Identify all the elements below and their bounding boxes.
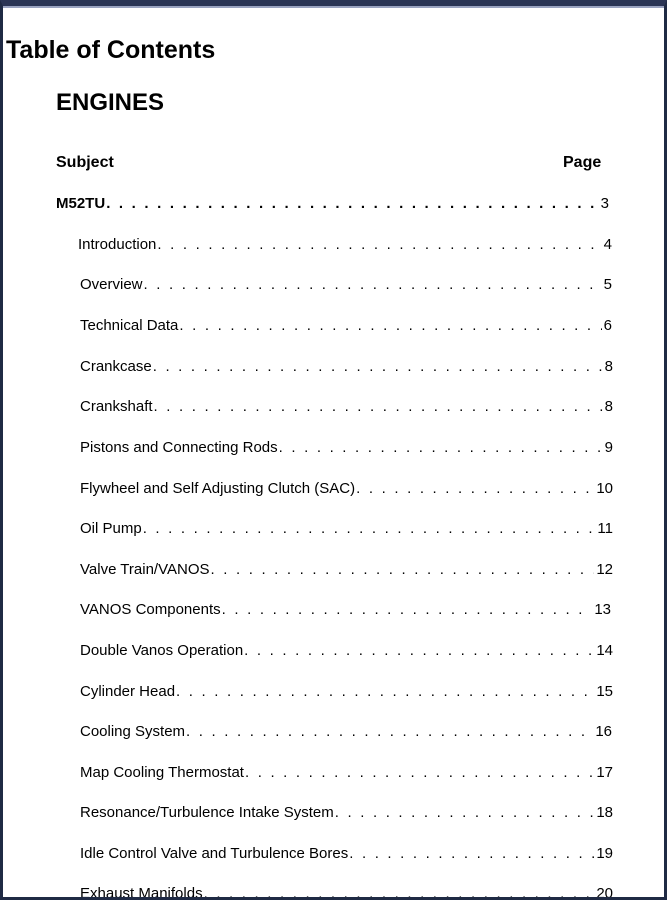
toc-entry-page: 9 (604, 439, 613, 456)
toc-entry-page: 5 (603, 276, 612, 293)
page-column-header: Page (563, 154, 602, 171)
toc-entry[interactable] (80, 358, 613, 380)
toc-entry-label: Crankcase (80, 358, 152, 375)
page-title: Table of Contents (6, 36, 216, 64)
toc-entry[interactable] (80, 601, 611, 623)
dot-leader (334, 804, 595, 821)
toc-entry-label: Cooling System (80, 723, 186, 740)
toc-entry-page: 8 (604, 358, 613, 375)
dot-leader (210, 561, 595, 578)
toc-entry-page: 14 (596, 642, 613, 659)
dot-leader (156, 236, 601, 253)
dot-leader (348, 845, 594, 862)
dot-leader (244, 764, 594, 781)
toc-entry[interactable] (80, 520, 613, 542)
toc-entry-page: 20 (596, 885, 613, 900)
subject-column-header: Subject (56, 154, 114, 171)
toc-entry-label: Exhaust Manifolds (80, 885, 203, 900)
toc-entry-label: Resonance/Turbulence Intake System (80, 804, 334, 821)
toc-entry[interactable] (80, 845, 613, 867)
dot-leader (221, 601, 593, 618)
dot-leader (153, 398, 603, 415)
toc-entry-label: Pistons and Connecting Rods (80, 439, 278, 456)
toc-entry-label: Map Cooling Thermostat (80, 764, 244, 781)
toc-entry-label: Idle Control Valve and Turbulence Bores (80, 845, 349, 862)
toc-entry-page: 10 (596, 480, 613, 497)
toc-entry[interactable] (80, 764, 613, 786)
toc-entry-label: Flywheel and Self Adjusting Clutch (SAC) (80, 480, 356, 497)
toc-entry-label: Oil Pump (80, 520, 142, 537)
toc-entry[interactable] (80, 480, 613, 502)
toc-entry-label: VANOS Components (80, 601, 221, 618)
toc-entry-label: M52TU (56, 195, 106, 212)
toc-entry[interactable] (80, 804, 613, 826)
toc-entry-label: Overview (80, 276, 143, 293)
dot-leader (143, 276, 602, 293)
dot-leader (175, 683, 594, 700)
dot-leader (152, 358, 603, 375)
dot-leader (355, 480, 594, 497)
toc-entry-page: 18 (596, 804, 613, 821)
toc-entry[interactable] (80, 561, 613, 583)
toc-entry[interactable] (80, 642, 613, 664)
toc-entry-page: 8 (604, 398, 613, 415)
toc-entry-label: Technical Data (80, 317, 179, 334)
toc-entry-page: 19 (596, 845, 613, 862)
dot-leader (185, 723, 593, 740)
toc-entry[interactable] (80, 683, 613, 705)
toc-entry-page: 12 (596, 561, 613, 578)
section-title: ENGINES (56, 89, 165, 116)
toc-entry-label: Double Vanos Operation (80, 642, 244, 659)
toc-entry-page: 4 (603, 236, 612, 253)
toc-entry[interactable] (80, 398, 613, 420)
toc-entry-page: 11 (597, 520, 613, 537)
toc-entry[interactable] (80, 723, 612, 745)
toc-entry-page: 6 (603, 317, 612, 334)
toc-entry[interactable] (80, 885, 613, 900)
dot-leader (142, 520, 596, 537)
toc-entry[interactable] (56, 195, 609, 217)
dot-leader (203, 885, 595, 900)
toc-entry[interactable] (80, 317, 612, 339)
toc-entry[interactable] (80, 439, 613, 461)
dot-leader (243, 642, 594, 659)
toc-entry[interactable] (78, 236, 612, 258)
toc-entry-page: 15 (596, 683, 613, 700)
toc-entry-label: Crankshaft (80, 398, 153, 415)
dot-leader (105, 195, 598, 212)
dot-leader (278, 439, 603, 456)
toc-entry-label: Valve Train/VANOS (80, 561, 210, 578)
toc-entry[interactable] (80, 276, 612, 298)
dot-leader (178, 317, 601, 334)
toc-entry-page: 17 (596, 764, 613, 781)
toc-entry-page: 16 (595, 723, 612, 740)
toc-entry-page: 13 (594, 601, 611, 618)
toc-entry-label: Introduction (78, 236, 157, 253)
toc-entry-page: 3 (600, 195, 609, 212)
toc-entry-label: Cylinder Head (80, 683, 176, 700)
